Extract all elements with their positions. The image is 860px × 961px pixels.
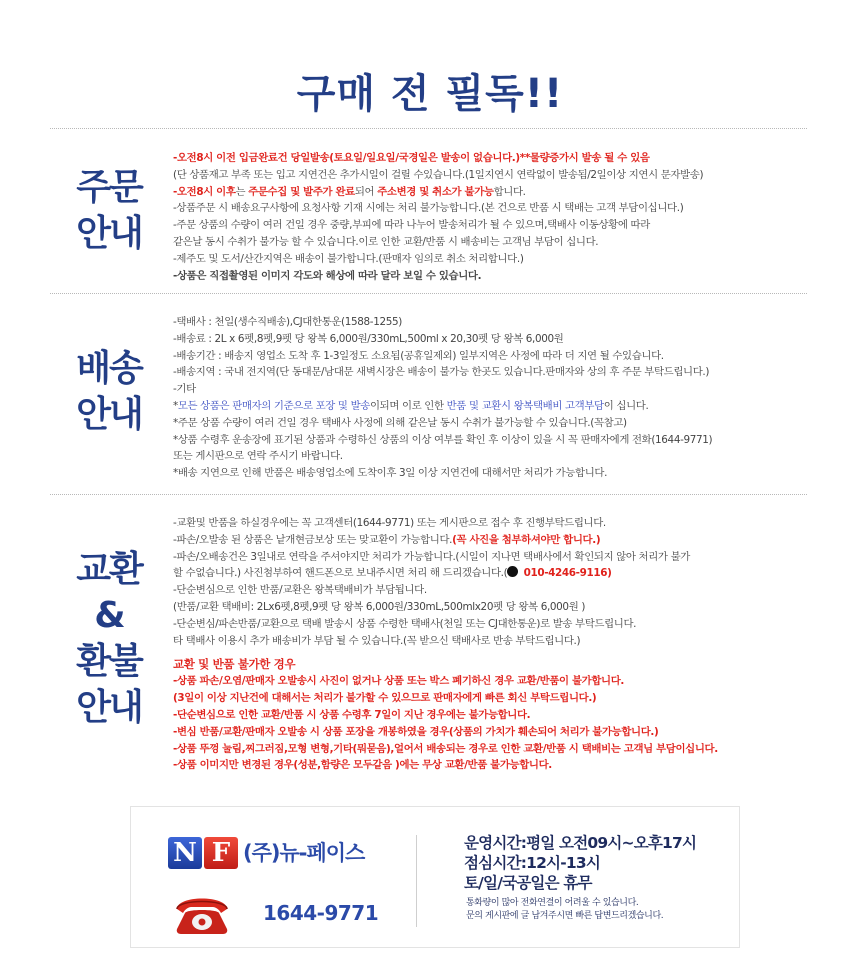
business-hours xyxy=(464,833,696,893)
text-fragment: 이 십니다. xyxy=(603,399,649,412)
text-fragment: 는 xyxy=(235,185,249,198)
text-fragment: -파손/오발송 된 상품은 낱개현금보상 또는 맞교환이 가능합니다. xyxy=(173,533,453,546)
exchange-refund-section xyxy=(50,495,807,785)
text-fragment: 타 택배사 이용시 추가 배송비가 부담 될 수 있습니다.(꼭 받으신 택배사로 반송 부탁드립니다.) xyxy=(173,634,581,647)
text-line xyxy=(173,633,807,650)
text-line xyxy=(173,200,807,217)
exchange-refund-heading xyxy=(50,547,168,731)
text-line xyxy=(173,217,807,234)
logo-f-mark: F xyxy=(204,837,238,869)
hours-line: 토/일/국공일은 휴무 xyxy=(464,874,592,892)
heading-line: 교환 xyxy=(76,549,142,590)
note-line: 문의 게시판에 글 남겨주시면 빠른 답변드리겠습니다. xyxy=(466,911,664,921)
hours-line: 점심시간:12시-13시 xyxy=(464,854,601,872)
not-allowed-item: -변심 반품/교환/판매자 오발송 시 상품 포장을 개봉하였을 경우(상품의 가치가 훼손되어 처리가 불가능합니다.) xyxy=(173,725,659,738)
text-line xyxy=(173,616,807,633)
text-line xyxy=(173,398,807,415)
text-line xyxy=(173,348,807,365)
text-fragment: 되어 xyxy=(354,185,378,198)
text-fragment: -기타 xyxy=(173,383,196,396)
company-name: (주)뉴-페이스 xyxy=(243,841,365,865)
text-fragment: -상품주문 시 배송요구사항에 요청사항 기재 시에는 처리 불가능합니다.(본 건으로 반품 시 택배는 고객 부담이십니다.) xyxy=(173,202,684,215)
text-line xyxy=(173,565,807,582)
text-fragment: 같은날 동시 수취가 불가능 할 수 있습니다.이로 인한 교환/반품 시 배송비는 고객님 부담이 십니다. xyxy=(173,235,599,248)
mobile-phone-icon xyxy=(507,566,518,577)
heading-line: 환불 xyxy=(76,641,142,682)
text-fragment: -단순변심/파손반품/교환으로 택배 발송시 상품 수령한 택배사(천일 또는 CJ대한통운)로 발송 부탁드립니다. xyxy=(173,617,637,630)
hours-line: 운영시간:평일 오전09시~오후17시 xyxy=(464,834,697,852)
text-fragment: -주문 상품의 수량이 여러 건일 경우 중량,부피에 따라 나누어 발송처리가 될 수 있으며,택배사 이동상황에 따라 xyxy=(173,219,650,232)
order-info-section xyxy=(50,129,807,292)
text-line xyxy=(173,251,807,268)
text-fragment: 주소변경 및 취소가 불가능 xyxy=(377,185,494,198)
text-fragment: (꼭 사진을 첨부하셔야만 합니다.) xyxy=(452,533,601,546)
not-allowed-item: -상품 이미지만 변경된 경우(성분,함량은 모두같음 )에는 무상 교환/반품 불가능합니다. xyxy=(173,759,552,772)
delivery-info-heading xyxy=(50,346,168,438)
text-fragment: *상품 수령후 운송장에 표기된 상품과 수령하신 상품의 이상 여부를 확인 후 이상이 있을 시 꼭 판매자에게 전화(1644-9771) xyxy=(173,433,713,446)
text-fragment: *주문 상품 수량이 여러 건일 경우 택배사 사정에 의해 같은날 동시 수취가 불가능할 수 있습니다.(꼭참고) xyxy=(173,416,627,429)
text-line xyxy=(173,331,807,348)
text-fragment: -제주도 및 도서/산간지역은 배송이 불가합니다.(판매자 임의로 취소 처리합니다.) xyxy=(173,252,524,265)
text-fragment: 또는 게시판으로 연락 주시기 바랍니다. xyxy=(173,450,343,463)
text-fragment: -오전8시 이전 입금완료건 당일발송(토요일/일요일/국경일은 발송이 없습니다.)**물량증가시 발송 될 수 있음 xyxy=(173,152,650,164)
heading-line: 배송 xyxy=(76,348,142,389)
text-line xyxy=(173,515,807,532)
text-fragment: -오전8시 이후 xyxy=(173,185,236,198)
text-line xyxy=(173,314,807,331)
text-fragment: 반품 및 교환시 왕복택배비 고객부담 xyxy=(446,399,604,412)
not-allowed-item: -상품 뚜껑 눌림,찌그러짐,모형 변형,기타(뭐묻음),얼어서 배송되는 경우로 인한 교환/반품 시 택배비는 고객님 부담이십니다. xyxy=(173,742,718,755)
heading-line: 안내 xyxy=(76,213,142,254)
text-fragment: -파손/오배송건은 3일내로 연락을 주셔야지만 처리가 가능합니다.(시일이 지나면 택배사에서 확인되지 않아 처리가 불가 xyxy=(173,550,690,563)
heading-line: 주문 xyxy=(76,167,142,208)
text-line xyxy=(173,465,807,482)
not-allowed-item: -상품 파손/오염/판매자 오발송시 사진이 없거나 상품 또는 박스 폐기하신 경우 교환/반품이 불가합니다. xyxy=(173,675,625,688)
heading-line: 안내 xyxy=(76,687,142,728)
heading-line: 안내 xyxy=(76,394,142,435)
delivery-info-text xyxy=(173,314,807,482)
text-fragment: *배송 지연으로 인해 반품은 배송영업소에 도착이후 3일 이상 지연건에 대해서만 처리가 가능합니다. xyxy=(173,467,608,480)
order-info-heading xyxy=(50,165,168,257)
order-info-text xyxy=(173,150,807,284)
exchange-refund-text xyxy=(173,515,807,774)
logo-n-mark: N xyxy=(168,837,202,869)
text-fragment: 모든 상품은 판매자의 기준으로 포장 및 발송 xyxy=(177,399,370,412)
text-fragment: * xyxy=(173,399,178,412)
text-fragment: -단순변심으로 인한 반품/교환은 왕복택배비가 부담됩니다. xyxy=(173,584,427,597)
text-line xyxy=(173,364,807,381)
text-line xyxy=(173,381,807,398)
text-line xyxy=(173,268,807,285)
heading-line: & xyxy=(94,595,124,636)
text-fragment: 주문수집 및 발주가 xyxy=(248,185,336,198)
not-allowed-item: -단순변심으로 인한 교환/반품 시 상품 수령후 7일이 지난 경우에는 불가능합니다. xyxy=(173,708,531,721)
text-line xyxy=(173,448,807,465)
text-line xyxy=(173,532,807,549)
text-fragment: -배송기간 : 배송지 영업소 도착 후 1-3일정도 소요됨(공휴일제외) 일부지역은 사정에 따라 더 지연 될 수있습니다. xyxy=(173,349,664,362)
text-line xyxy=(173,582,807,599)
note-line: 통화량이 많아 전화연결이 어려울 수 있습니다. xyxy=(466,898,639,908)
text-fragment: 합니다. xyxy=(493,185,526,198)
not-allowed-title: 교환 및 반품 불가한 경우 xyxy=(173,657,296,672)
not-allowed-item: (3일이 이상 지난건에 대해서는 처리가 불가할 수 있으므로 판매자에게 빠른 회신 부탁드립니다.) xyxy=(173,692,597,705)
text-fragment: (반품/교환 택배비: 2Lx6펫,8펫,9펫 당 왕복 6,000원/330mL,500mlx20펫 당 왕복 6,000원 ) xyxy=(173,600,586,613)
delivery-info-section xyxy=(50,294,807,493)
text-line xyxy=(173,234,807,251)
text-fragment: 할 수없습니다.) 사진첨부하여 핸드폰으로 보내주시면 처리 해 드리겠습니다.( xyxy=(173,567,508,580)
text-fragment: -상품은 직접촬영된 이미지 각도와 해상에 따라 달라 보일 수 있습니다. xyxy=(173,269,482,282)
page-title: 구매 전 필독!! xyxy=(296,71,564,117)
text-fragment: -교환및 반품을 하실경우에는 꼭 고객센터(1644-9771) 또는 게시판으로 접수 후 진행부탁드립니다. xyxy=(173,517,606,529)
text-line xyxy=(173,150,807,167)
text-fragment: 010-4246-9116) xyxy=(520,567,612,580)
text-line xyxy=(173,184,807,201)
text-fragment: -배송료 : 2L x 6펫,8펫,9펫 당 왕복 6,000원/330mL,500ml x 20,30펫 당 왕복 6,000원 xyxy=(173,332,564,345)
text-fragment: -배송지역 : 국내 전지역(단 동대문/남대문 새벽시장은 배송이 불가능 한곳도 있습니다.판매자와 상의 후 주문 부탁드립니다.) xyxy=(173,366,710,379)
text-line xyxy=(173,167,807,184)
text-fragment: 이되며 이로 인한 xyxy=(369,399,447,412)
phone-number: 1644-9771 xyxy=(263,901,379,925)
text-line xyxy=(173,432,807,449)
text-line xyxy=(173,599,807,616)
contact-note xyxy=(466,897,663,923)
contact-box xyxy=(130,806,740,948)
text-line xyxy=(173,415,807,432)
text-fragment: -택배사 : 천일(생수직배송),CJ대한통운(1588-1255) xyxy=(173,316,402,328)
text-fragment: (단 상품재고 부족 또는 입고 지연건은 추가시일이 걸릴 수있습니다.(1일지연시 연락없이 발송됨/2일이상 지연시 문자발송) xyxy=(173,168,704,181)
vertical-divider xyxy=(416,835,417,927)
text-line xyxy=(173,549,807,566)
telephone-icon xyxy=(171,887,233,935)
text-fragment: 완료 xyxy=(335,185,355,198)
